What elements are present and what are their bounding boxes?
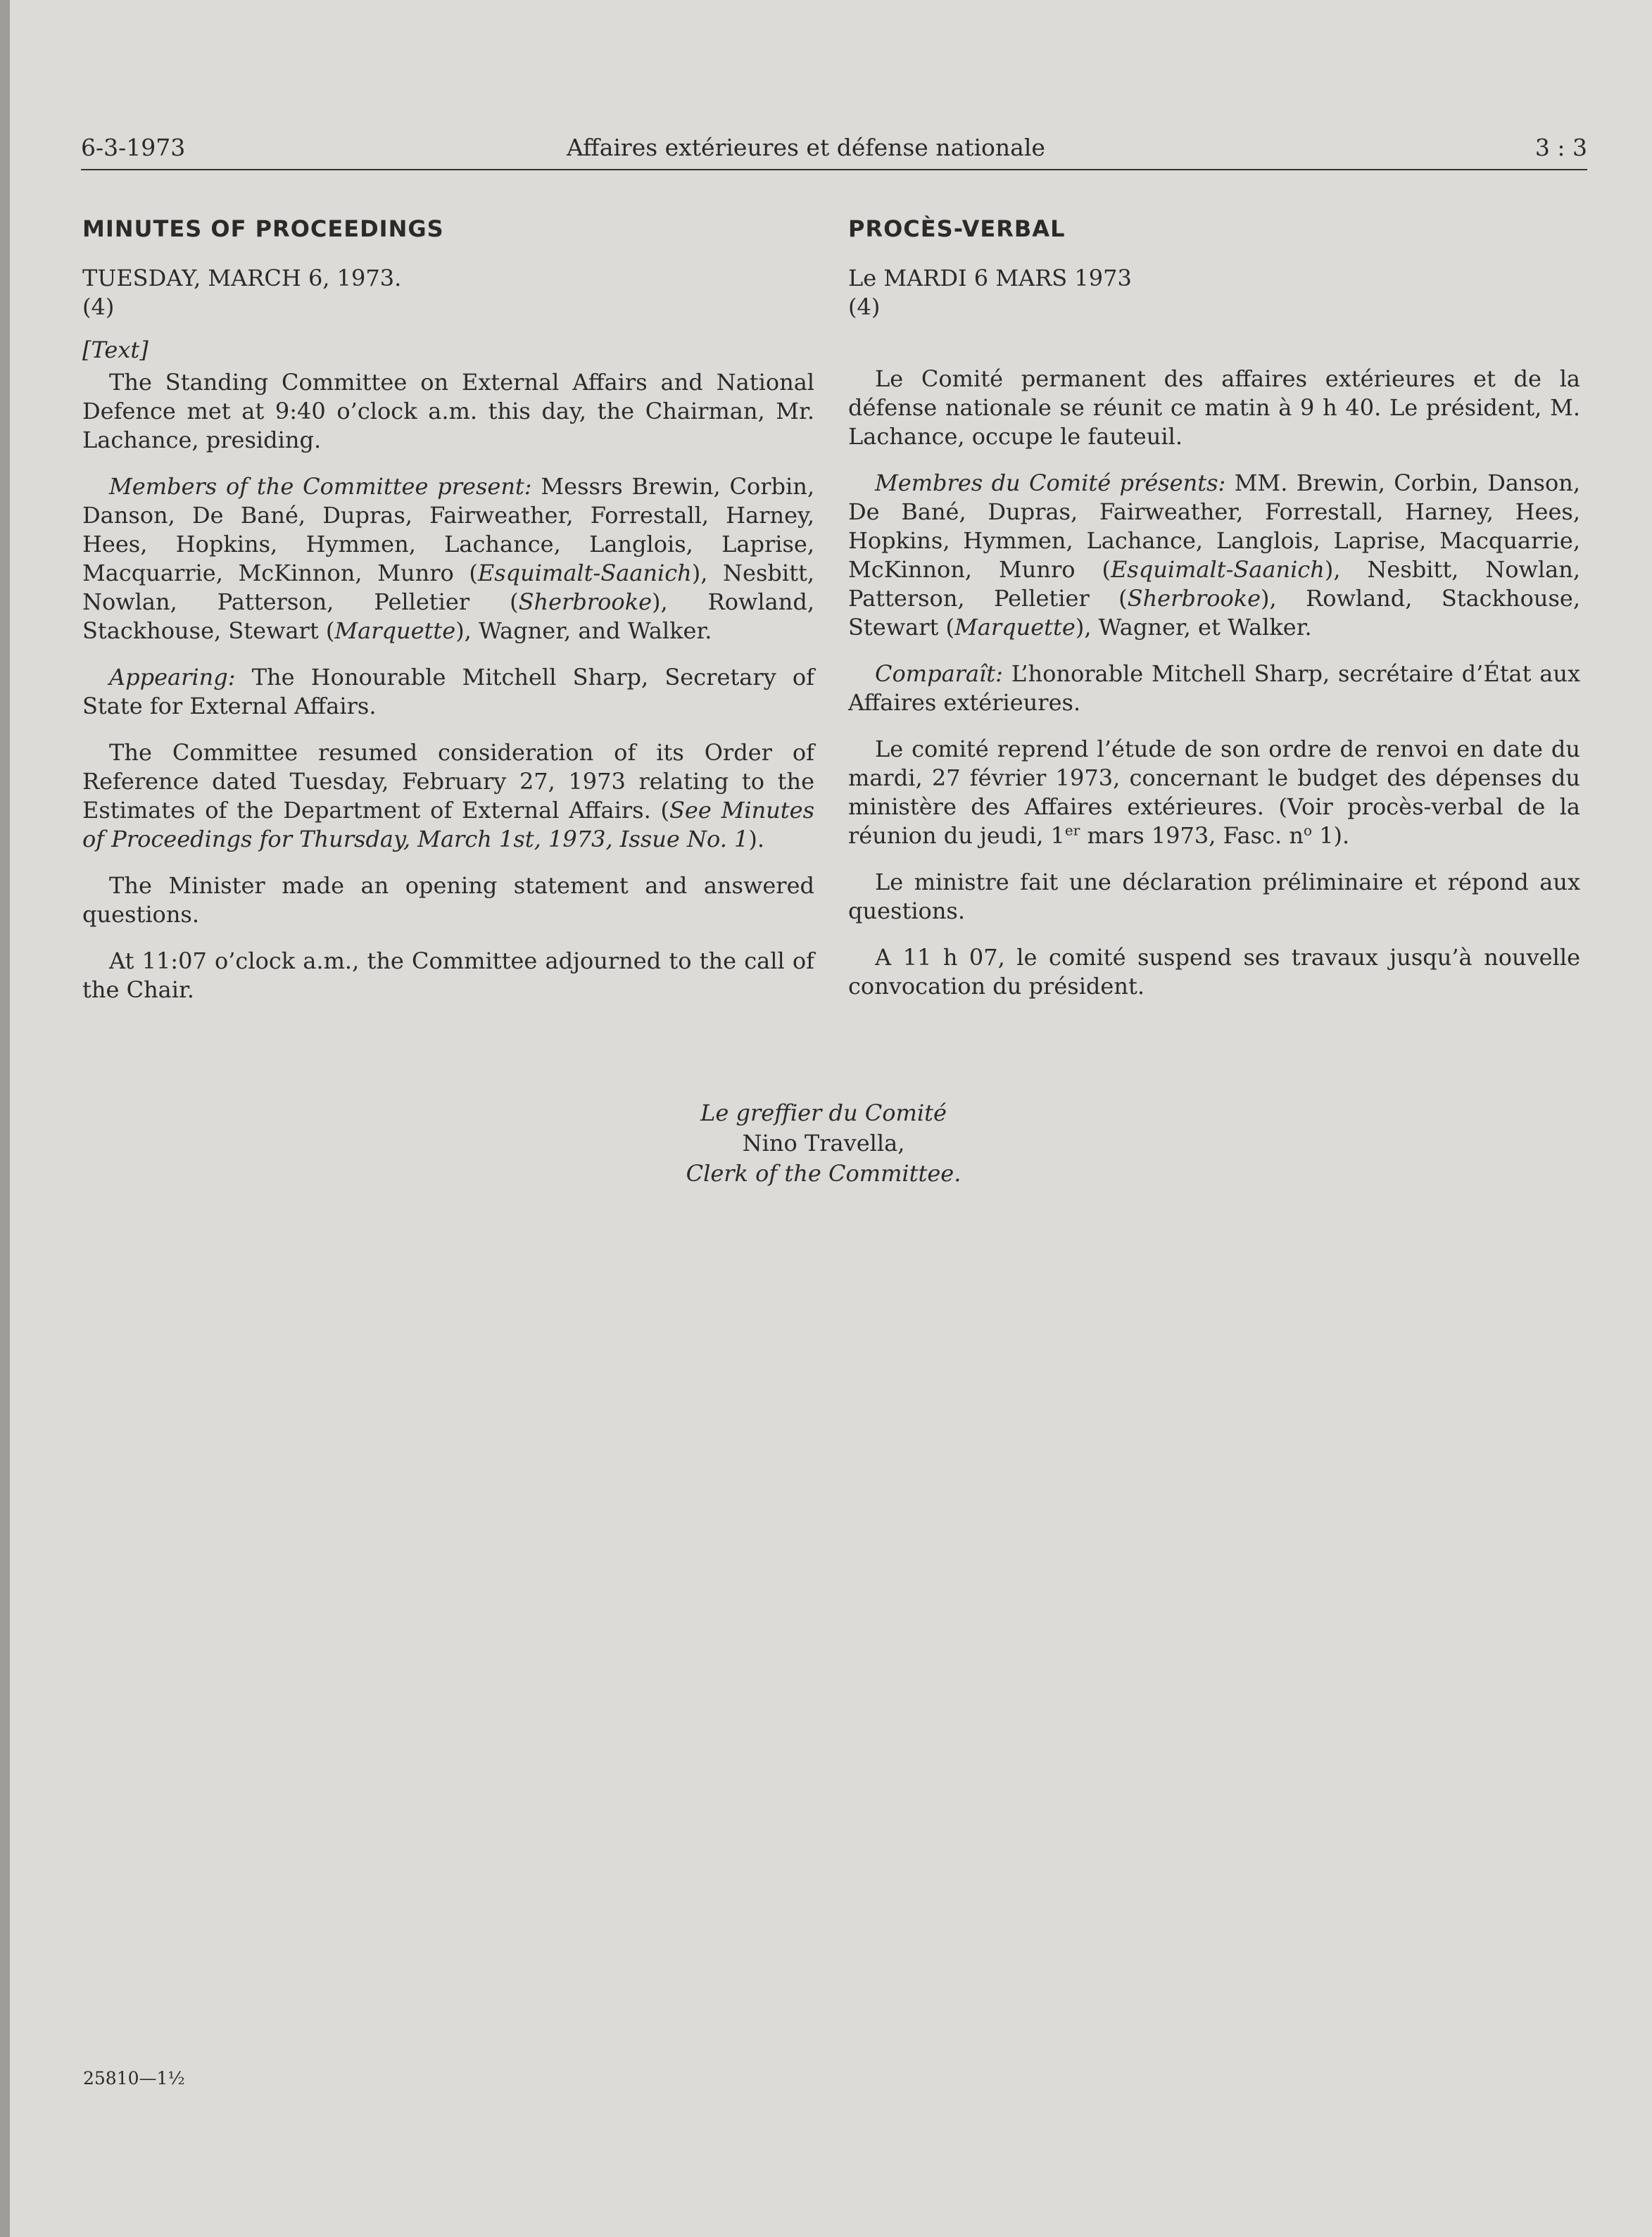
french-meeting-number: (4) xyxy=(848,294,881,320)
english-dateline: TUESDAY, MARCH 6, 1973. xyxy=(82,265,402,291)
header-date: 6-3-1973 xyxy=(81,134,186,161)
english-statement-paragraph: The Minister made an opening statement and answered questions. xyxy=(82,872,814,928)
english-reference-paragraph: The Committee resumed consideration of its Order of Reference dated Tuesday, February 27, 1973 relating to the Estimates of the Department of External Affairs. (See Minutes of Proceedings for Thursday, March 1st, 1973, Issue No. 1). xyxy=(82,739,815,852)
french-column xyxy=(848,215,1580,1019)
appearing-label: Appearing: xyxy=(109,664,236,691)
english-column xyxy=(82,215,814,1022)
print-code: 25810—1½ xyxy=(83,2068,185,2088)
running-header xyxy=(81,134,1587,169)
french-adjourn-paragraph: A 11 h 07, le comité suspend ses travaux jusqu’à nouvelle convocation du président. xyxy=(848,944,1580,1000)
clerk-role-english: Clerk of the Committee. xyxy=(686,1160,961,1187)
english-opening-paragraph: The Standing Committee on External Affairs and National Defence met at 9:40 o’clock a.m. this day, the Chairman, Mr. Lachance, presiding. xyxy=(82,369,814,453)
clerk-role-french: Le greffier du Comité xyxy=(700,1099,947,1126)
english-members-paragraph: Members of the Committee present: Messrs Brewin, Corbin, Danson, De Bané, Dupras, Fairweather, Forrestall, Harney, Hees, Hopkins, Hymmen, Lachance, Langlois, Laprise, Macquarrie, McKinnon, Munro (Esquimalt-Saanich), Nesbitt, Nowlan, Patterson, Pelletier (Sherbrooke), Rowland, Stackhouse, Stewart (Marquette), Wagner, and Walker. xyxy=(82,473,815,644)
french-comparait-paragraph: Comparaît: L’honorable Mitchell Sharp, secrétaire d’État aux Affaires extérieures. xyxy=(848,660,1581,716)
members-label: Members of the Committee present: xyxy=(109,473,532,500)
french-opening-paragraph: Le Comité permanent des affaires extérieures et de la défense nationale se réunit ce matin à 9 h 40. Le président, M. Lachance, occupe le fauteuil. xyxy=(848,365,1580,450)
french-dateline: Le MARDI 6 MARS 1973 xyxy=(848,265,1132,291)
english-appearing-paragraph: Appearing: The Honourable Mitchell Sharp, Secretary of State for External Affairs. xyxy=(82,664,814,719)
french-heading: PROCÈS-VERBAL xyxy=(848,215,1066,242)
header-title: Affaires extérieures et défense nationale xyxy=(567,134,1045,161)
header-rule xyxy=(81,169,1587,170)
spacer xyxy=(848,336,1580,365)
english-adjourn-paragraph: At 11:07 o’clock a.m., the Committee adjourned to the call of the Chair. xyxy=(82,947,814,1003)
french-members-paragraph: Membres du Comité présents: MM. Brewin, Corbin, Danson, De Bané, Dupras, Fairweather, Forrestall, Harney, Hees, Hopkins, Hymmen, Lachance, Langlois, Laprise, Macquarrie, McKinnon, Munro (Esquimalt-Saanich), Nesbitt, Nowlan, Patterson, Pelletier (Sherbrooke), Rowland, Stackhouse, Stewart (Marquette), Wagner, et Walker. xyxy=(848,470,1581,641)
text-label: [Text] xyxy=(82,336,149,363)
french-statement-paragraph: Le ministre fait une déclaration préliminaire et répond aux questions. xyxy=(848,869,1580,924)
english-meeting-number: (4) xyxy=(82,294,115,320)
french-reference-paragraph: Le comité reprend l’étude de son ordre de renvoi en date du mardi, 27 février 1973, concernant le budget des dépenses du ministère des Affaires extérieures. (Voir procès-verbal de la réunion du jeudi, 1er mars 1973, Fasc. $n^o$ 1). xyxy=(848,736,1580,849)
clerk-signature-block xyxy=(669,1098,978,1189)
binding-edge xyxy=(0,0,10,2237)
comparait-label: Comparaît: xyxy=(875,660,1003,687)
clerk-name: Nino Travella, xyxy=(742,1130,905,1157)
page-number: 3 : 3 xyxy=(1534,134,1587,161)
membres-label: Membres du Comité présents: xyxy=(875,470,1226,496)
english-heading: MINUTES OF PROCEEDINGS xyxy=(82,215,444,242)
